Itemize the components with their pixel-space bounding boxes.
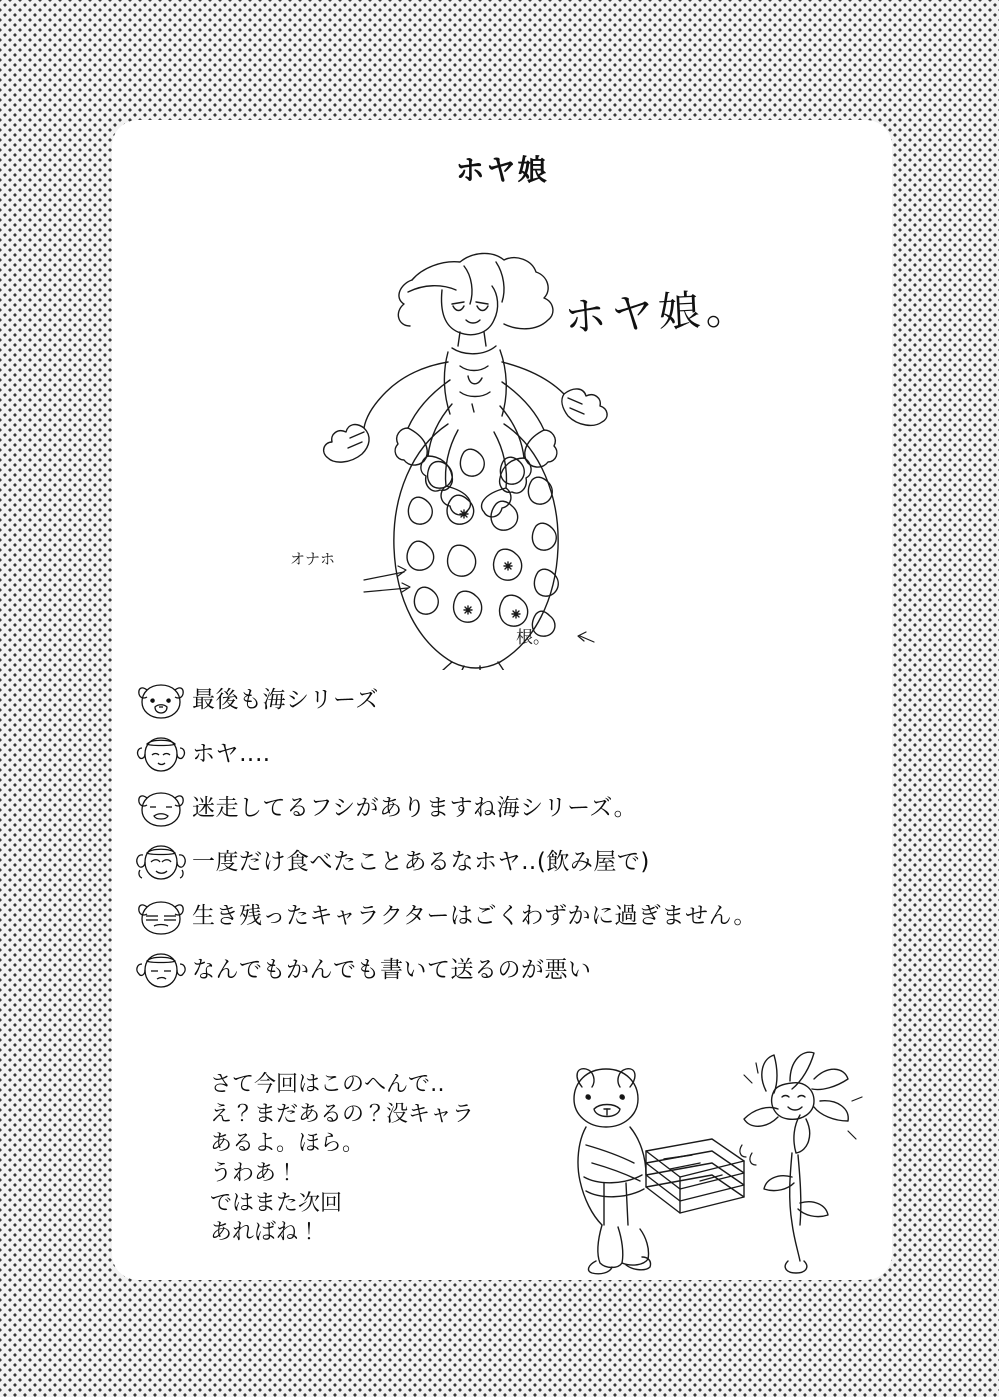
girl-face-icon bbox=[134, 734, 188, 776]
bear-carrying-characters-sketch bbox=[552, 1025, 882, 1275]
closing-line: あるよ。ほら。 bbox=[210, 1131, 365, 1157]
girl-face-icon bbox=[134, 950, 188, 992]
dialogue-row bbox=[134, 680, 874, 722]
handwritten-caption: ホヤ娘。 bbox=[562, 283, 754, 342]
dialogue-row bbox=[134, 734, 874, 776]
dialogue-row bbox=[134, 896, 874, 938]
page-title: ホヤ娘 bbox=[455, 153, 549, 187]
girl-face-icon bbox=[134, 842, 188, 884]
bear-face-icon bbox=[134, 896, 188, 938]
bear-face-icon bbox=[134, 788, 188, 830]
dialogue-text: 生き残ったキャラクターはごくわずかに過ぎません。 bbox=[192, 903, 757, 930]
content-card bbox=[112, 120, 892, 1280]
closing-line: え？まだあるの？没キャラ bbox=[210, 1101, 475, 1127]
dialogue-row bbox=[134, 950, 874, 992]
dialogue-list bbox=[134, 680, 874, 1004]
dialogue-row bbox=[134, 788, 874, 830]
bear-face-icon bbox=[134, 680, 188, 722]
dialogue-text: なんでもかんでも書いて送るのが悪い bbox=[192, 957, 592, 984]
dialogue-text: 最後も海シリーズ bbox=[192, 687, 379, 714]
hoya-musume-sketch bbox=[112, 180, 892, 670]
closing-illustration bbox=[552, 1025, 882, 1275]
closing-line: さて今回はこのへんで‥ bbox=[210, 1072, 445, 1097]
dialogue-row bbox=[134, 842, 874, 884]
dialogue-text: 迷走してるフシがありますね海シリーズ。 bbox=[192, 795, 638, 822]
dialogue-text: ホヤ‥‥ bbox=[192, 741, 271, 768]
dialogue-text: 一度だけ食べたことあるなホヤ‥(飲み屋で) bbox=[192, 849, 650, 876]
closing-line: あればね！ bbox=[210, 1220, 321, 1246]
label-left-annotation: オナホ bbox=[290, 550, 336, 568]
closing-text-block bbox=[210, 1070, 570, 1248]
label-right-annotation: 根。 bbox=[516, 628, 550, 648]
closing-line: うわあ！ bbox=[210, 1161, 299, 1187]
closing-line: ではまた次回 bbox=[210, 1190, 343, 1216]
illustration-area bbox=[112, 180, 892, 670]
